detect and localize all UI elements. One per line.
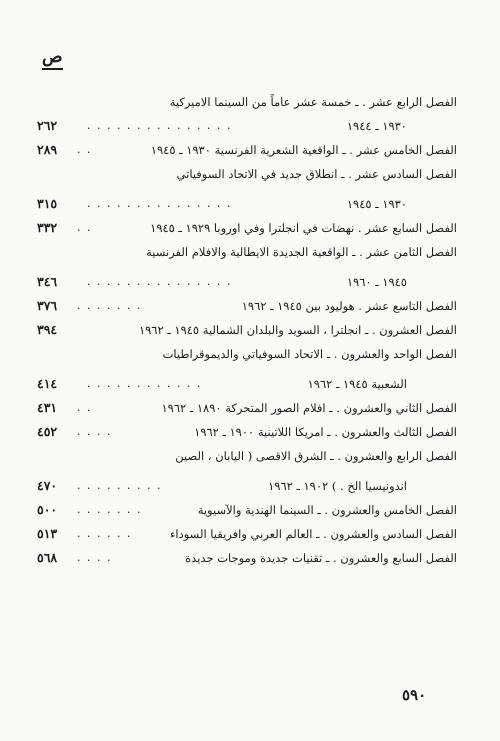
- toc-entry: [37, 240, 457, 264]
- toc-entry-text: ١٩٤٥ ـ ١٩٦٠: [346, 275, 407, 289]
- toc-entry: [37, 162, 457, 186]
- toc-leader-dots: . . . . . . . . . . . .: [87, 377, 202, 390]
- toc-entry-text: الفصل الرابع عشر . ـ خمسة عشر عاماً من السينما الاميركية: [169, 95, 457, 109]
- toc-page-number: ٣٧٦: [37, 298, 58, 313]
- column-header: ص: [42, 48, 63, 70]
- toc-entry-text: الفصل الرابع والعشرون . ـ الشرق الاقصى ( اليابان ، الصين: [175, 449, 457, 463]
- toc-entry: [37, 138, 457, 162]
- toc-entry-text: الفصل الخامس والعشرون . ـ السينما الهندية والآسيوية: [197, 503, 457, 517]
- toc-leader-dots: . . . .: [77, 551, 112, 564]
- toc-entry-text: اندونيسيا الخ . ) ١٩٠٢ ـ ١٩٦٢: [268, 479, 407, 493]
- toc-leader-dots: . .: [77, 221, 92, 234]
- toc-entry: [37, 444, 457, 468]
- toc-page-number: ٤٧٠: [37, 478, 58, 493]
- toc-entry-text: الفصل الخامس عشر . ـ الواقعية الشعرية الفرنسية ١٩٣٠ ـ ١٩٤٥: [150, 143, 457, 157]
- toc-leader-dots: . . . . . . . . . . . . . . .: [87, 119, 232, 132]
- toc-entry: [37, 420, 457, 444]
- page-number: ٥٩٠: [402, 686, 427, 704]
- toc-page-number: ٣٤٦: [37, 274, 58, 289]
- toc-leader-dots: . . . . . . . . . . . . . . .: [87, 275, 232, 288]
- toc-entry: [37, 90, 457, 114]
- toc-entry: [37, 114, 457, 138]
- toc-entry-text: الفصل السادس عشر . ـ انطلاق جديد في الاتحاد السوفياتي: [176, 167, 457, 181]
- toc-entry-text: الفصل التاسع عشر . هوليود بين ١٩٤٥ ـ ١٩٦٢: [241, 299, 457, 313]
- toc-entry: [37, 318, 457, 342]
- toc-entry: [37, 474, 457, 498]
- toc-page-number: ٤١٤: [37, 376, 58, 391]
- toc-entry-text: الفصل الثالث والعشرون . ـ امريكا اللاتينية ١٩٠٠ ـ ١٩٦٢: [194, 425, 457, 439]
- toc-entry: [37, 270, 457, 294]
- toc-page-number: ٢٨٩: [37, 142, 58, 157]
- toc-page-number: ٤٣١: [37, 400, 58, 415]
- toc-leader-dots: . . . .: [77, 425, 112, 438]
- toc-entry-text: الفصل الثاني والعشرون . ـ افلام الصور المتحركة ١٨٩٠ ـ ١٩٦٢: [161, 401, 457, 415]
- toc-page-number: ٥٠٠: [37, 502, 58, 517]
- toc-leader-dots: . . . . . . . . .: [77, 479, 162, 492]
- toc-entry-text: الشعبية ١٩٤٥ ـ ١٩٦٢: [307, 377, 407, 391]
- toc-entry: [37, 372, 457, 396]
- toc-page-number: ٣٩٤: [37, 322, 58, 337]
- toc-entry: [37, 498, 457, 522]
- toc-leader-dots: . .: [77, 143, 92, 156]
- toc-entry: [37, 192, 457, 216]
- toc-page-number: ٥٦٨: [37, 550, 58, 565]
- toc-page-number: ٢٦٢: [37, 118, 58, 133]
- toc-entry: [37, 294, 457, 318]
- toc-entry-text: الفصل الواحد والعشرون . ـ الاتحاد السوفياتي والديموقراطيات: [162, 347, 457, 361]
- toc-entry-text: الفصل السابع عشر . نهضات في انجلترا وفي اوروبا ١٩٢٩ ـ ١٩٤٥: [150, 221, 457, 235]
- toc-page-number: ٣٣٢: [37, 220, 58, 235]
- toc-entry: [37, 546, 457, 570]
- toc-page-number: ٤٥٢: [37, 424, 58, 439]
- toc-leader-dots: . . . . . .: [77, 527, 132, 540]
- toc-entry: [37, 522, 457, 546]
- toc-entry-text: الفصل السابع والعشرون . ـ تقنيات جديدة وموجات جديدة: [185, 551, 457, 565]
- toc-leader-dots: . . . . . . .: [77, 299, 142, 312]
- toc-entry-text: الفصل العشرون . ـ انجلترا ، السويد والبلدان الشمالية ١٩٤٥ ـ ١٩٦٢: [138, 323, 457, 337]
- toc-leader-dots: . . . . . . .: [77, 503, 142, 516]
- toc-entry-text: الفصل السادس والعشرون . ـ العالم العربي وافريقيا السوداء: [170, 527, 457, 541]
- toc-entry: [37, 216, 457, 240]
- table-of-contents: [37, 90, 457, 570]
- toc-entry: [37, 396, 457, 420]
- toc-page-number: ٣١٥: [37, 196, 58, 211]
- toc-leader-dots: . .: [77, 401, 92, 414]
- toc-entry: [37, 342, 457, 366]
- toc-page-number: ٥١٣: [37, 526, 58, 541]
- toc-entry-text: الفصل الثامن عشر . ـ الواقعية الجديدة الايطالية والافلام الفرنسية: [146, 245, 457, 259]
- toc-entry-text: ١٩٣٠ ـ ١٩٤٥: [346, 197, 407, 211]
- toc-entry-text: ١٩٣٠ ـ ١٩٤٤: [346, 119, 407, 133]
- toc-leader-dots: . . . . . . . . . . . . . . .: [87, 197, 232, 210]
